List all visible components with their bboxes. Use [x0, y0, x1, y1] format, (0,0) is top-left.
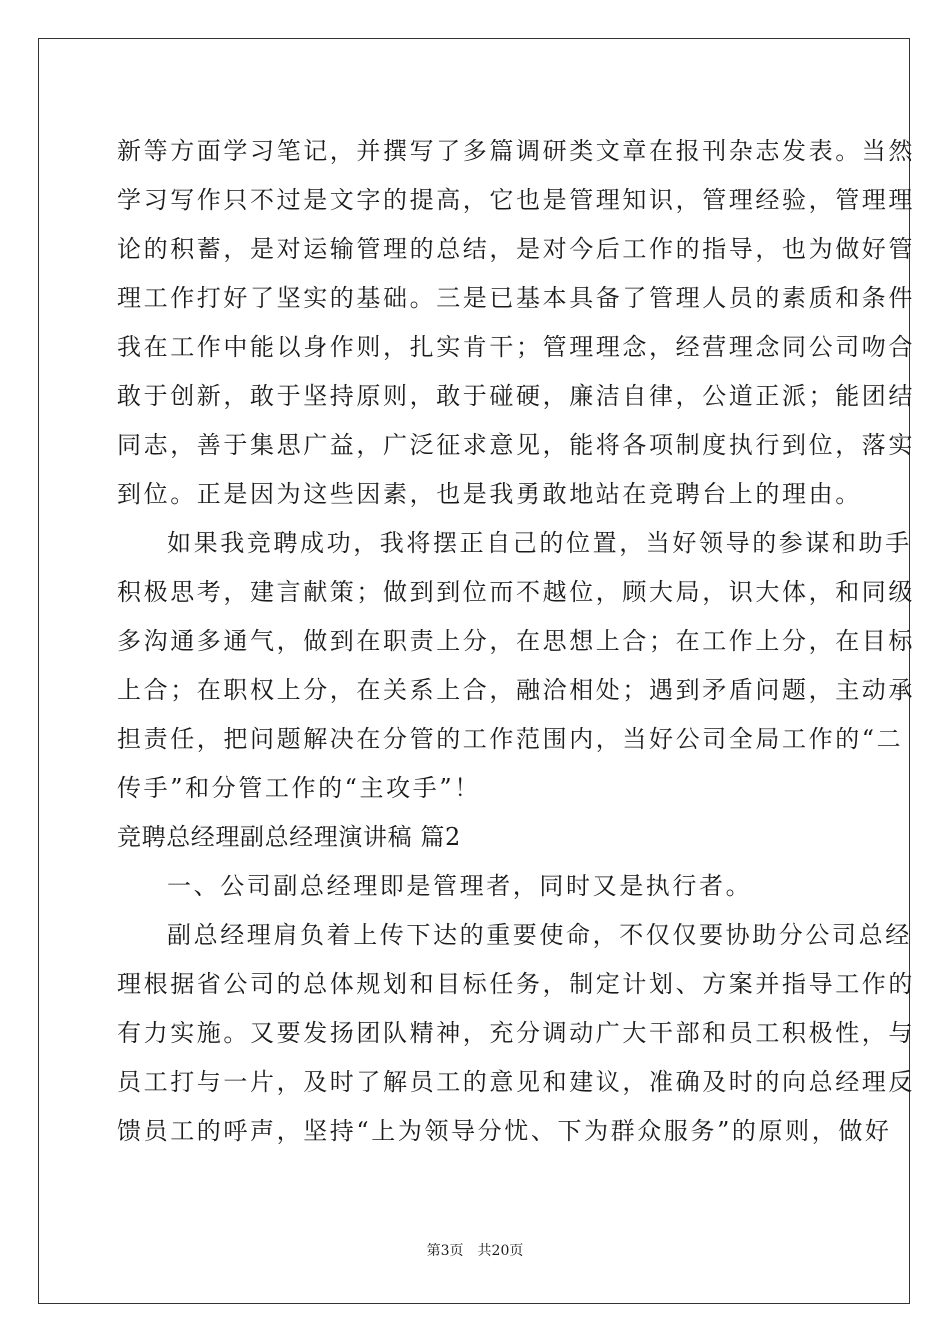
text-line: 如果我竞聘成功，我将摆正自己的位置，当好领导的参谋和助手	[167, 529, 912, 557]
text-line: 理根据省公司的总体规划和目标任务，制定计划、方案并指导工作的	[117, 970, 915, 998]
text-line: 多沟通多通气，做到在职责上分，在思想上合；在工作上分，在目标	[117, 627, 915, 655]
text-line: 一、公司副总经理即是管理者，同时又是执行者。	[167, 872, 753, 900]
text-line: 学习写作只不过是文字的提高，它也是管理知识，管理经验，管理理	[117, 186, 915, 214]
page-footer: 第3页 共20页	[426, 1243, 524, 1259]
text-line: 理工作打好了坚实的基础。三是已基本具备了管理人员的素质和条件	[117, 284, 915, 312]
section-heading: 竞聘总经理副总经理演讲稿 篇2	[117, 823, 461, 851]
text-line: 同志，善于集思广益，广泛征求意见，能将各项制度执行到位，落实	[117, 431, 915, 459]
text-line: 副总经理肩负着上传下达的重要使命，不仅仅要协助分公司总经	[167, 921, 912, 949]
text-line: 敢于创新，敢于坚持原则，敢于碰硬，廉洁自律，公道正派；能团结	[117, 382, 915, 410]
text-line: 论的积蓄，是对运输管理的总结，是对今后工作的指导，也为做好管	[117, 235, 915, 263]
text-line: 积极思考，建言献策；做到到位而不越位，顾大局，识大体，和同级	[117, 578, 915, 606]
text-line: 新等方面学习笔记，并撰写了多篇调研类文章在报刊杂志发表。当然	[117, 137, 915, 165]
document-body	[117, 127, 915, 1156]
text-line: 馈员工的呼声，坚持“上为领导分忧、下为群众服务”的原则，做好	[117, 1117, 892, 1145]
text-line: 传手”和分管工作的“主攻手”！	[117, 774, 481, 802]
text-line: 到位。正是因为这些因素，也是我勇敢地站在竞聘台上的理由。	[117, 480, 862, 508]
text-line: 上合；在职权上分，在关系上合，融洽相处；遇到矛盾问题，主动承	[117, 676, 915, 704]
text-line: 有力实施。又要发扬团队精神，充分调动广大干部和员工积极性，与	[117, 1019, 915, 1047]
text-line: 我在工作中能以身作则，扎实肯干；管理理念，经营理念同公司吻合	[117, 333, 915, 361]
text-line: 员工打与一片，及时了解员工的意见和建议，准确及时的向总经理反	[117, 1068, 915, 1096]
text-line: 担责任，把问题解决在分管的工作范围内，当好公司全局工作的“二	[117, 725, 904, 753]
